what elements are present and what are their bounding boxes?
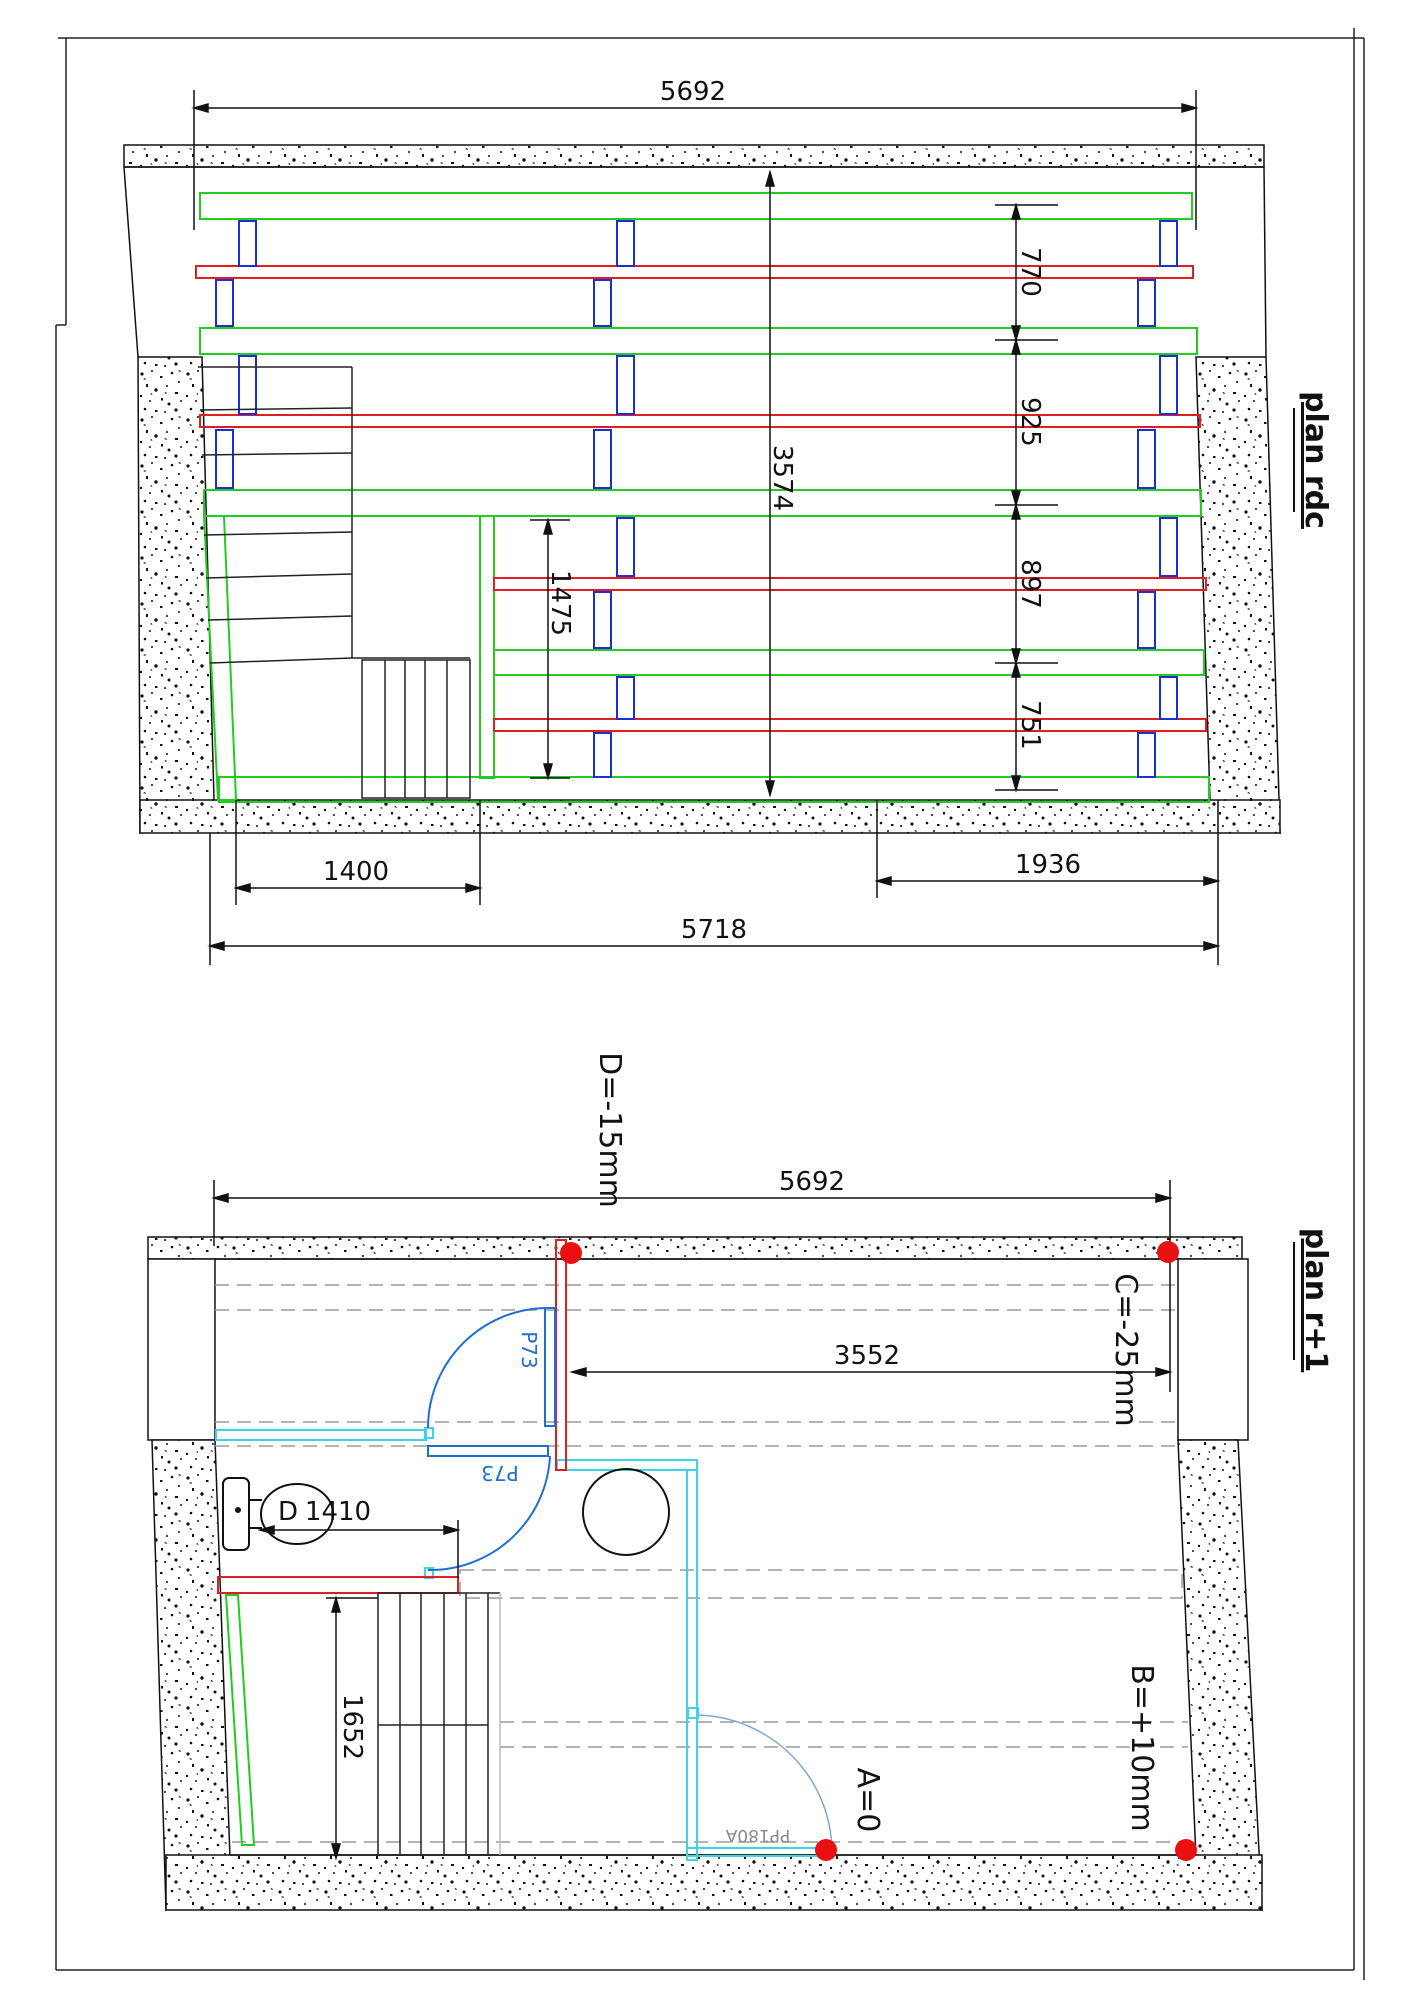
rdc-blue-posts (216, 221, 1177, 777)
rdc-stair-depth-label: 1475 (545, 569, 575, 637)
r1-staircase (378, 1593, 500, 1855)
door-label-p73-top: P73 (517, 1331, 541, 1369)
rdc-span-3-label: 897 (1015, 559, 1045, 609)
rdc-top-width-label: 5692 (659, 77, 727, 107)
rdc-left-bottom-label: 1400 (322, 857, 390, 887)
door-leaf-p73-bottom (428, 1446, 548, 1456)
level-label-a: A=0 (850, 1767, 885, 1833)
r1-stair-length-label: 1652 (337, 1693, 367, 1761)
level-point-d (560, 1242, 582, 1264)
sheet-border (56, 28, 1364, 1980)
level-label-d: D=-15mm (592, 1052, 627, 1208)
door-leaf-p73-top (545, 1308, 555, 1426)
rdc-plan-title: plan rdc (1298, 391, 1333, 529)
r1-inner-width-label: 3552 (833, 1341, 901, 1371)
level-point-c (1157, 1241, 1179, 1263)
level-label-c: C=-25mm (1108, 1273, 1143, 1427)
r1-top-width-label: 5692 (778, 1167, 846, 1197)
round-fixture (583, 1469, 669, 1555)
level-point-a (815, 1839, 837, 1861)
rdc-red-joists (196, 266, 1206, 731)
rdc-span-1-label: 770 (1015, 247, 1045, 297)
rdc-span-2-label: 925 (1015, 397, 1045, 447)
door-label-pp180a: PP180A (725, 1825, 791, 1845)
rdc-span-4-label: 751 (1015, 700, 1045, 750)
toilet-label: D (277, 1497, 299, 1527)
r1-green-edges (226, 1595, 254, 1845)
rdc-staircase (198, 367, 470, 798)
r1-concrete-walls (148, 1237, 1262, 1910)
door-label-p73-bottom: P73 (481, 1461, 519, 1485)
plan-r1 (148, 1052, 1333, 1910)
plan-rdc (124, 77, 1333, 965)
rdc-right-bottom-label: 1936 (1014, 850, 1082, 880)
rdc-height-label: 3574 (767, 444, 797, 512)
r1-partitions (216, 1428, 827, 1860)
r1-red-walls (218, 1240, 566, 1593)
r1-wc-width-label: 1410 (304, 1497, 372, 1527)
rdc-bottom-width-label: 5718 (680, 915, 748, 945)
level-point-b (1175, 1839, 1197, 1861)
r1-plan-title: plan r+1 (1298, 1227, 1333, 1373)
level-label-b: B=+10mm (1124, 1664, 1159, 1832)
